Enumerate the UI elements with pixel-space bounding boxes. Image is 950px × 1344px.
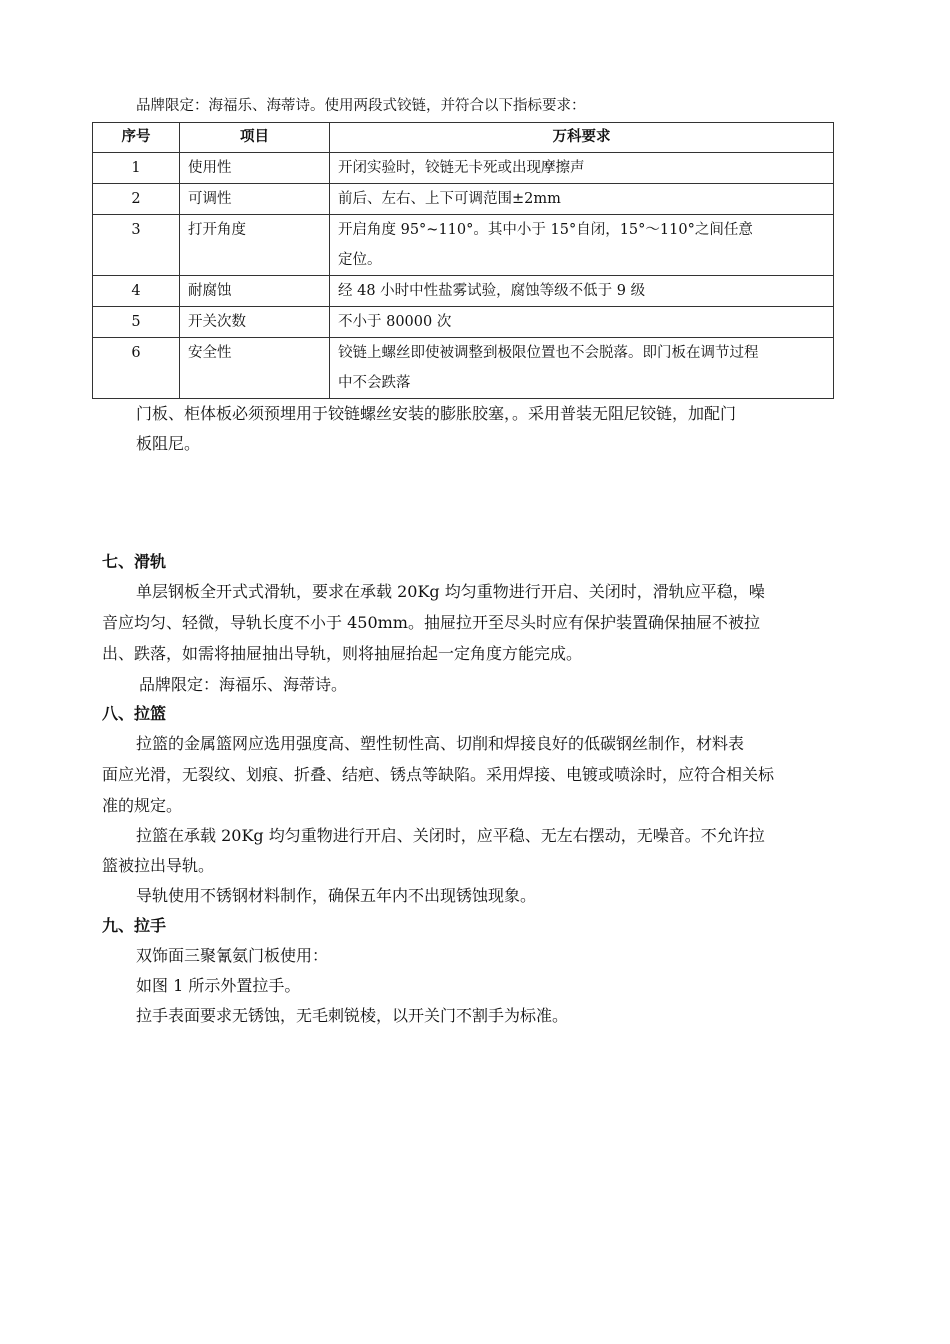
section-7-heading: 七、滑轨 <box>102 552 167 571</box>
table-row <box>93 338 834 399</box>
cell-requirement: 开闭实验时，铰链无卡死或出现摩擦声 <box>330 153 834 184</box>
cell-requirement: 经 48 小时中性盐雾试验，腐蚀等级不低于 9 级 <box>330 276 834 307</box>
cell-requirement: 铰链上螺丝即使被调整到极限位置也不会脱落。即门板在调节过程 中不会跌落 <box>330 338 834 399</box>
header-requirement: 万科要求 <box>330 123 834 153</box>
header-item: 项目 <box>180 123 330 153</box>
cell-no: 4 <box>93 276 180 307</box>
table-row <box>93 153 834 184</box>
cell-item: 耐腐蚀 <box>180 276 330 307</box>
cell-item: 开关次数 <box>180 307 330 338</box>
after-table-line-1: 门板、柜体板必须预埋用于铰链螺丝安装的膨胀胶塞，。采用普装无阻尼铰链，加配门 <box>136 404 737 423</box>
table-row <box>93 276 834 307</box>
cell-requirement: 不小于 80000 次 <box>330 307 834 338</box>
table-row <box>93 215 834 276</box>
cell-no: 3 <box>93 215 180 276</box>
cell-item: 使用性 <box>180 153 330 184</box>
cell-no: 5 <box>93 307 180 338</box>
after-table-line-2: 板阻尼。 <box>136 434 201 453</box>
section-8-text-line: 拉篮在承载 20Kg 均匀重物进行开启、关闭时，应平稳、无左右摆动，无噪音。不允许拉 <box>136 826 765 845</box>
section-9-text-line: 如图 1 所示外置拉手。 <box>136 976 301 995</box>
section-8-text-line: 拉篮的金属篮网应选用强度高、塑性韧性高、切削和焊接良好的低碳钢丝制作，材料表 <box>136 734 745 753</box>
section-8-text-line: 准的规定。 <box>102 796 183 815</box>
cell-item: 可调性 <box>180 184 330 215</box>
cell-item: 安全性 <box>180 338 330 399</box>
section-8-text-line: 篮被拉出导轨。 <box>102 856 215 875</box>
table-row <box>93 307 834 338</box>
cell-requirement: 开启角度 95°~110°。其中小于 15°自闭，15°～110°之间任意 定位。 <box>330 215 834 276</box>
section-8-heading: 八、拉篮 <box>102 704 167 723</box>
header-no: 序号 <box>93 123 180 153</box>
section-9-text-line: 双饰面三聚氰氨门板使用： <box>136 946 329 965</box>
section-9-text-line: 拉手表面要求无锈蚀，无毛刺锐棱，以开关门不割手为标准。 <box>136 1006 569 1025</box>
brand-intro: 品牌限定：海福乐、海蒂诗。使用两段式铰链，并符合以下指标要求： <box>136 98 586 114</box>
cell-item: 打开角度 <box>180 215 330 276</box>
section-9-heading: 九、拉手 <box>102 916 167 935</box>
section-8-text-line: 导轨使用不锈钢材料制作，确保五年内不出现锈蚀现象。 <box>136 886 537 905</box>
section-7-text-line: 音应均匀、轻微，导轨长度不小于 450mm。抽屉拉开至尽头时应有保护装置确保抽屉不被拉 <box>102 613 760 632</box>
table-header-row <box>93 123 834 153</box>
section-7-text-line: 出、跌落，如需将抽屉抽出导轨，则将抽屉抬起一定角度方能完成。 <box>102 644 583 663</box>
hinge-spec-table <box>92 122 834 399</box>
cell-no: 2 <box>93 184 180 215</box>
section-7-brand: 品牌限定：海福乐、海蒂诗。 <box>139 675 348 694</box>
table-row <box>93 184 834 215</box>
section-8-text-line: 面应光滑，无裂纹、划痕、折叠、结疤、锈点等缺陷。采用焊接、电镀或喷涂时，应符合相关标 <box>102 765 775 784</box>
cell-no: 1 <box>93 153 180 184</box>
section-7-text-line: 单层钢板全开式式滑轨，要求在承载 20Kg 均匀重物进行开启、关闭时，滑轨应平稳，噪 <box>136 582 765 601</box>
cell-no: 6 <box>93 338 180 399</box>
cell-requirement: 前后、左右、上下可调范围±2mm <box>330 184 834 215</box>
